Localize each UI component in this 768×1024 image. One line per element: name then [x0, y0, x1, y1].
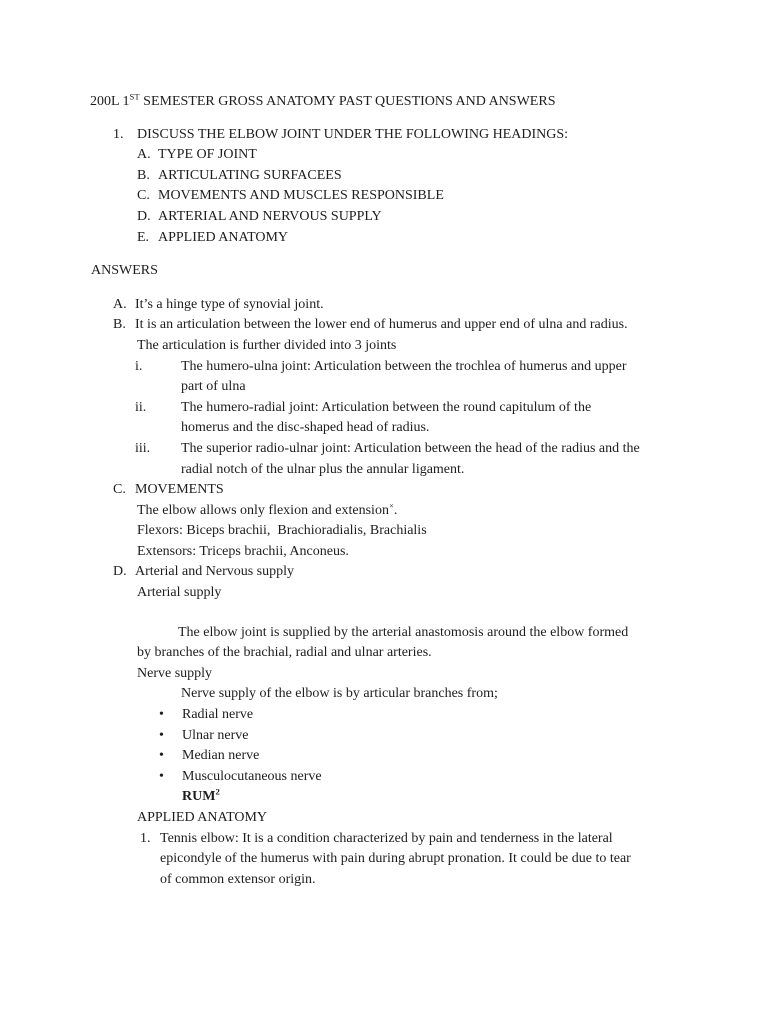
answer-b — [113, 315, 768, 336]
question-number: 1. — [113, 126, 124, 142]
answer-marker: D. — [113, 564, 127, 580]
roman-marker: ii. — [135, 399, 147, 415]
answer-b-line1: It is an articulation between the lower end of humerus and upper end of ulna and radius. — [135, 317, 628, 333]
heading-label: MOVEMENTS AND MUSCLES RESPONSIBLE — [158, 188, 444, 204]
mnemonic-superscript: 2 — [215, 786, 220, 797]
joint-i-line2: part of ulna — [181, 379, 246, 395]
nerve-supply-intro: Nerve supply of the elbow is by articular branches from; — [181, 686, 498, 702]
extensors-line: Extensors: Triceps brachii, Anconeus. — [137, 543, 349, 559]
joint-item-i — [135, 357, 768, 398]
joint-ii-text — [181, 398, 591, 439]
answer-c-title: MOVEMENTS — [135, 482, 224, 498]
answer-b-line2: The articulation is further divided into 3 joints — [137, 337, 397, 353]
heading-label: APPLIED ANATOMY — [158, 229, 289, 245]
nerve-label: Musculocutaneous nerve — [182, 768, 322, 784]
heading-marker: A. — [137, 147, 151, 163]
question-heading-a — [137, 145, 768, 166]
question-heading-b — [137, 166, 768, 187]
heading-label: ARTICULATING SURFACEES — [158, 167, 342, 183]
joint-i-text — [181, 357, 627, 398]
joint-iii-line1: The superior radio-ulnar joint: Articulation between the head of the radius and the — [181, 440, 640, 456]
nerve-item-ulnar — [159, 726, 768, 747]
question-heading-e — [137, 228, 768, 249]
joint-iii-text — [181, 439, 640, 480]
joint-ii-line1: The humero-radial joint: Articulation between the round capitulum of the — [181, 399, 592, 415]
joint-i-line1: The humero-ulna joint: Articulation between the trochlea of humerus and upper — [181, 358, 627, 374]
joint-ii-line2: homerus and the disc-shaped head of radius. — [181, 420, 430, 436]
nerve-supply-heading: Nerve supply — [137, 665, 213, 681]
question-heading-d — [137, 207, 768, 228]
arterial-supply-heading: Arterial supply — [137, 585, 222, 601]
answer-a-text: It’s a hinge type of synovial joint. — [135, 296, 324, 312]
bullet-icon: • — [159, 768, 164, 784]
nerve-item-musculocutaneous — [159, 767, 768, 788]
item-number: 1. — [140, 830, 151, 846]
applied-anatomy-heading: APPLIED ANATOMY — [137, 810, 268, 825]
answer-c — [113, 480, 768, 501]
joint-item-ii — [135, 398, 768, 439]
nerve-item-median — [159, 746, 768, 767]
roman-marker: i. — [135, 358, 143, 374]
nerve-label: Median nerve — [182, 748, 260, 764]
tennis-elbow-line3: of common extensor origin. — [160, 871, 316, 887]
tennis-elbow-text — [160, 829, 631, 891]
movements-superscript: × — [388, 500, 394, 511]
flexors-line: Flexors: Biceps brachii, Brachioradialis, Brachialis — [137, 523, 427, 539]
answer-a — [113, 295, 768, 316]
answers-heading: ANSWERS — [91, 263, 158, 279]
applied-anatomy-item — [140, 829, 768, 891]
joint-item-iii — [135, 439, 768, 480]
question-text: DISCUSS THE ELBOW JOINT UNDER THE FOLLOWING HEADINGS: — [137, 126, 569, 142]
tennis-elbow-line1: Tennis elbow: It is a condition characterized by pain and tenderness in the lateral — [160, 830, 613, 846]
answer-marker: C. — [113, 482, 126, 498]
movements-line — [137, 501, 768, 522]
mnemonic-rum — [182, 787, 768, 808]
heading-marker: D. — [137, 208, 151, 224]
heading-label: ARTERIAL AND NERVOUS SUPPLY — [158, 208, 382, 224]
nerve-label: Radial nerve — [182, 707, 254, 723]
arterial-paragraph-line1: The elbow joint is supplied by the arterial anastomosis around the elbow formed — [178, 624, 629, 640]
answer-d-title: Arterial and Nervous supply — [135, 564, 295, 580]
heading-marker: E. — [137, 229, 150, 245]
title-text-post: SEMESTER GROSS ANATOMY PAST QUESTIONS AND ANSWERS — [139, 94, 556, 109]
roman-marker: iii. — [135, 440, 151, 456]
bullet-icon: • — [159, 727, 164, 743]
answer-marker: A. — [113, 296, 127, 312]
heading-marker: C. — [137, 188, 150, 204]
tennis-elbow-line2: epicondyle of the humerus with pain during abrupt pronation. It could be due to tear — [160, 851, 631, 867]
title-superscript: ST — [129, 91, 140, 102]
movements-text: The elbow allows only flexion and extension — [137, 502, 389, 518]
movements-period: . — [393, 502, 398, 518]
title-text-pre: 200L 1 — [90, 94, 130, 109]
arterial-paragraph-line2: by branches of the brachial, radial and ulnar arteries. — [137, 645, 432, 661]
heading-marker: B. — [137, 167, 150, 183]
heading-label: TYPE OF JOINT — [158, 147, 257, 163]
joint-iii-line2: radial notch of the ulnar plus the annular ligament. — [181, 461, 465, 477]
document-title — [90, 92, 768, 113]
nerve-label: Ulnar nerve — [182, 727, 249, 743]
bullet-icon: • — [159, 748, 164, 764]
answer-d — [113, 562, 768, 583]
mnemonic-text: RUM — [182, 789, 216, 805]
question-heading-c — [137, 186, 768, 207]
nerve-item-radial — [159, 705, 768, 726]
answer-marker: B. — [113, 317, 126, 333]
question-item — [113, 125, 768, 146]
bullet-icon: • — [159, 707, 164, 723]
